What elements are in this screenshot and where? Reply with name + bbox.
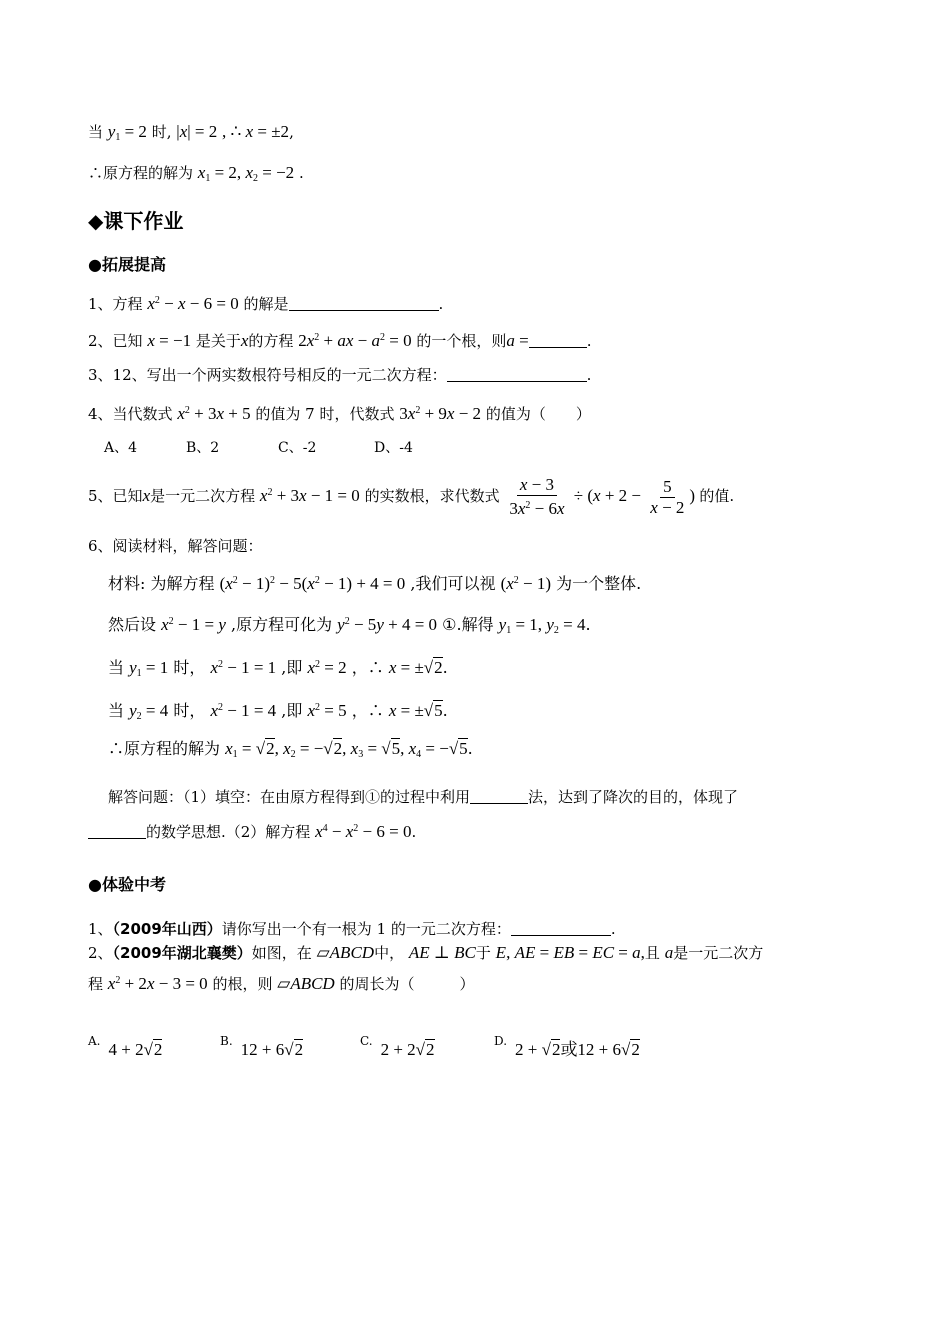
answer-blank[interactable] [511,921,611,936]
question-2: 2、已知 x = −1 是关于x的方程 $2x^2$ + ax − $a^2 = 0$ 的一个根，则a = . [88,331,592,350]
answer-blank[interactable] [88,824,146,839]
choice-d[interactable]: D、-4 [374,440,413,456]
choice-a[interactable]: $^{A.}$ 4 + 2√2 [88,1034,163,1059]
question-3: 3、12、写出一个两实数根符号相反的一元二次方程： . [88,366,592,384]
question-6-ask-line-1: 解答问题：（1）填空：在由原方程得到①的过程中利用 法，达到了降次的目的，体现了 [108,788,739,806]
material-line-2: 然后设 $x^2 - 1 = y$ ,原方程可化为 $y^2 - 5y + 4 = 0$ ①.解得 $y_1 = 1$, $y_2 = 4$. [108,615,591,636]
material-line-5: ∴原方程的解为 $x_1 = √2$, $x_2 = -√2$, $x_3 = √5$, $x_4 = -√5$. [108,739,473,760]
choice-a[interactable]: A、4 [104,440,138,456]
question-1: 1、方程 $x^2 - x - 6 = 0$ 的解是 . [88,294,444,313]
answer-blank[interactable] [470,789,528,804]
choice-b[interactable]: B、2 [186,440,220,456]
exam-question-1: 1、（2009年山西）请你写出一个有一根为 1 的一元二次方程： . [88,920,616,938]
heading-exam: ●体验中考 [88,875,166,894]
top-line-2: ∴原方程的解为 $x_1 = 2$, $x_2 = -2$ . [88,163,304,184]
answer-blank[interactable] [447,367,587,382]
exam-question-2: 2、（2009年湖北襄樊）如图，在 ▱ABCD中， AE ⊥ BC于 E, AE = EB = EC = a,且 a是一元二次方 [88,943,764,962]
choice-b[interactable]: $^{B.}$ 12 + 6√2 [220,1034,304,1059]
question-6: 6、阅读材料，解答问题： [88,537,263,555]
choice-c[interactable]: $^{C.}$ 2 + 2√2 [360,1034,435,1059]
exam-question-2-choices [88,1025,640,1066]
question-6-ask-line-2: 的数学思想.（2）解方程 $x^4 - x^2 - 6 = 0$. [88,818,416,843]
material-line-1: 材料: 为解方程 $(x^2 - 1)^2 - 5(x^2 - 1) + 4 = 0$ ,我们可以视 $(x^2 - 1)$ 为一个整体. [108,574,642,593]
material-line-4: 当 $y_2 = 4$ 时， $x^2 - 1 = 4$ ,即 $x^2 = 5$ ，∴ x = ±√5. [108,701,448,722]
answer-blank[interactable] [289,296,439,311]
choice-c[interactable]: C、-2 [278,440,317,456]
exam-question-2-cont: 程 $x^2 + 2x - 3 = 0$ 的根，则 ▱ABCD 的周长为（ ） [88,974,475,993]
top-line-1: 当 $y_1 = 2$ 时, |x| = 2 , ∴ x = ±2, [88,122,294,143]
question-5: 5、已知x是一元二次方程 $x^2 + 3x - 1 = 0$ 的实数根，求代数式 $\frac{x - 3}{3x^2 - 6x}$ ÷ (x + 2 − $\frac{5}{x - 2}$ ) 的值. [88,475,735,519]
answer-blank[interactable] [529,333,587,348]
choice-d[interactable]: $^{D.}$ 2 + √2或12 + 6√2 [494,1034,640,1059]
heading-homework: ◆课下作业 [88,209,184,233]
heading-extend: ●拓展提高 [88,255,166,274]
question-4: 4、当代数式 $x^2 + 3x + 5$ 的值为 7 时，代数式 $3x^2 + 9x - 2$ 的值为（ ） [88,404,591,423]
question-4-choices [104,437,413,459]
material-line-3: 当 $y_1 = 1$ 时， $x^2 - 1 = 1$ ,即 $x^2 = 2$ ，∴ x = ±√2. [108,658,448,679]
